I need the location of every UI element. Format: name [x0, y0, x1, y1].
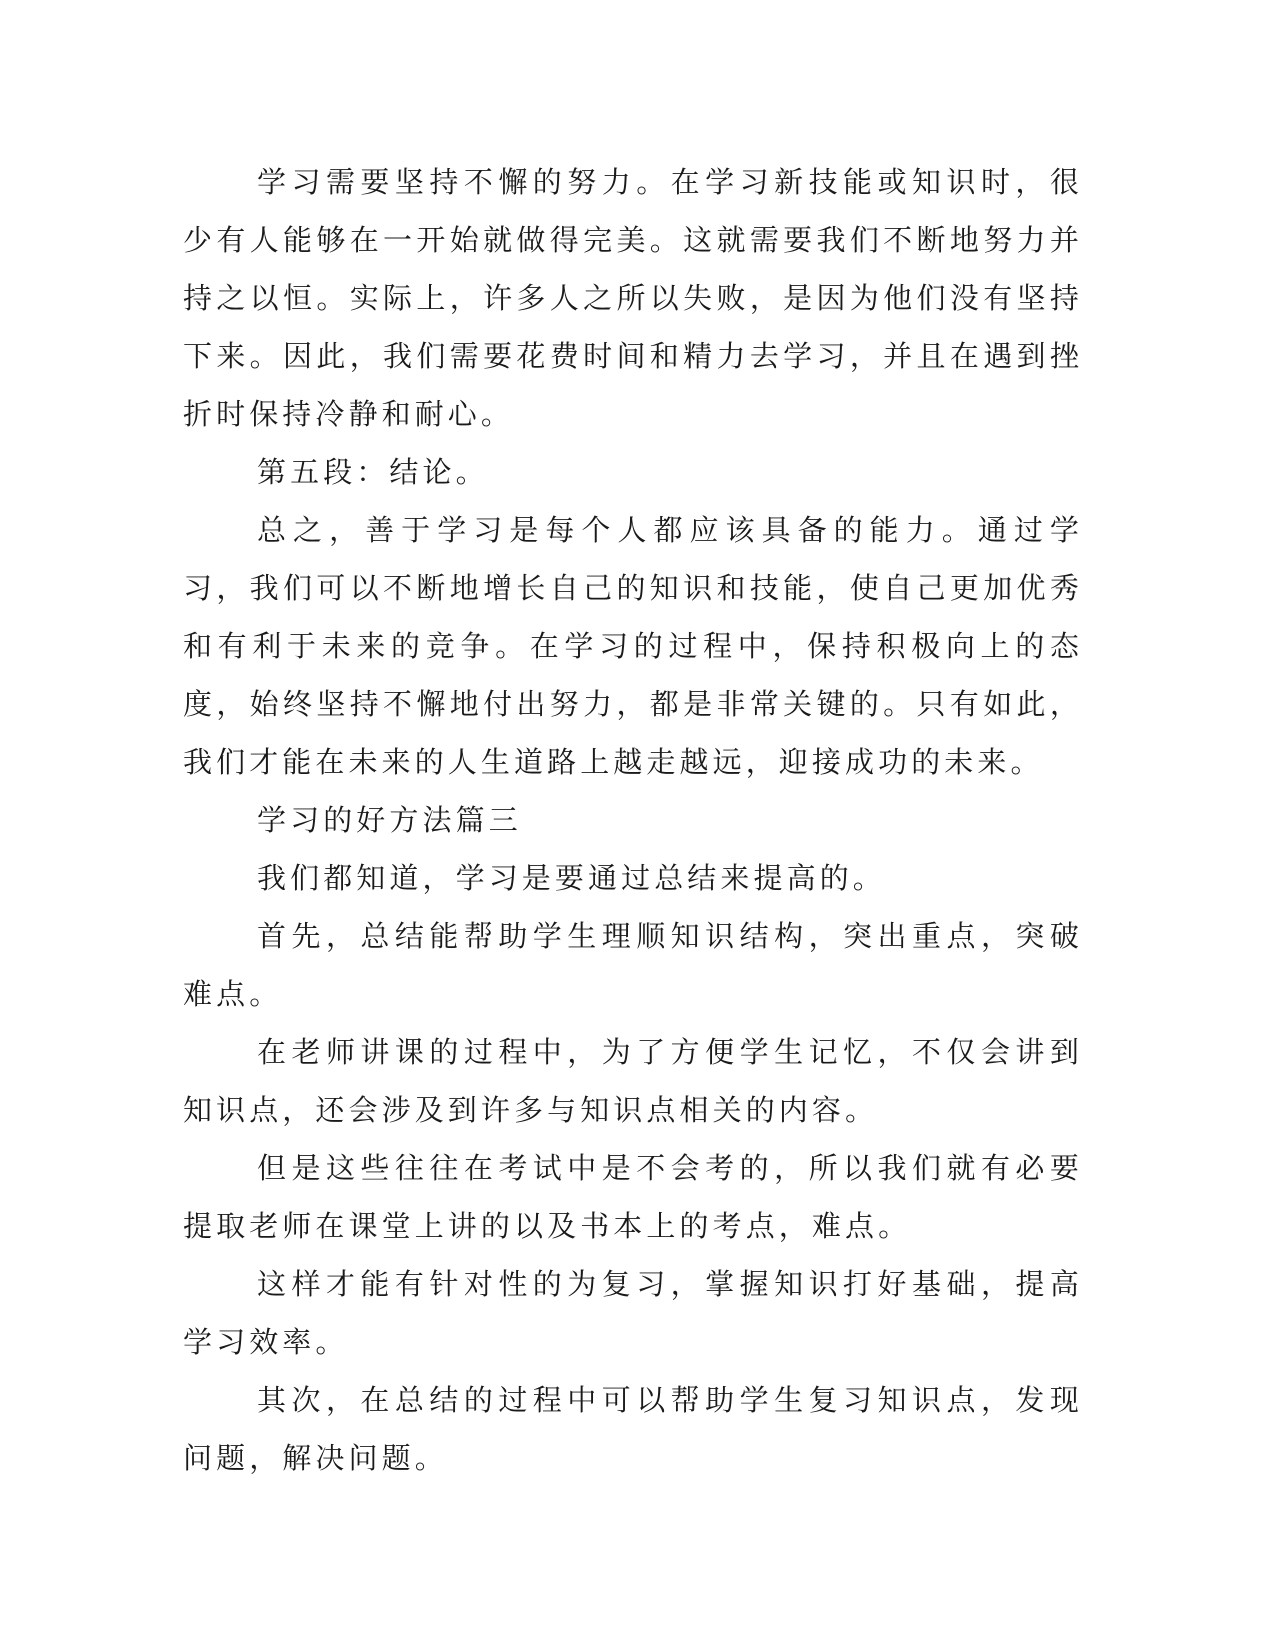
paragraph-targeted-review: 这样才能有针对性的为复习，掌握知识打好基础，提高学习效率。 — [183, 1267, 1083, 1359]
paragraph-perseverance: 学习需要坚持不懈的努力。在学习新技能或知识时，很少有人能够在一开始就做得完美。这就需要我们不断地努力并持之以恒。实际上，许多人之所以失败，是因为他们没有坚持下来。因此，我们需要花费时间和精力去学习，并且在遇到挫折时保持冷静和耐心。 — [183, 165, 1083, 431]
paragraph-second-point: 其次，在总结的过程中可以帮助学生复习知识点，发现问题，解决问题。 — [183, 1383, 1083, 1475]
paragraph-exam-points: 但是这些往往在考试中是不会考的，所以我们就有必要提取老师在课堂上讲的以及书本上的考点，难点。 — [183, 1151, 1083, 1243]
paragraph-first-point: 首先，总结能帮助学生理顺知识结构，突出重点，突破难点。 — [183, 919, 1083, 1011]
paragraph-teacher-lecture: 在老师讲课的过程中，为了方便学生记忆，不仅会讲到知识点，还会涉及到许多与知识点相关的内容。 — [183, 1035, 1083, 1127]
paragraph-conclusion: 总之，善于学习是每个人都应该具备的能力。通过学习，我们可以不断地增长自己的知识和技能，使自己更加优秀和有利于未来的竞争。在学习的过程中，保持积极向上的态度，始终坚持不懈地付出努力，都是非常关键的。只有如此，我们才能在未来的人生道路上越走越远，迎接成功的未来。 — [183, 513, 1083, 779]
section-heading-conclusion: 第五段：结论。 — [257, 455, 489, 489]
article-title-part-three: 学习的好方法篇三 — [257, 803, 522, 837]
document-body — [183, 153, 1083, 1487]
paragraph-intro-summary: 我们都知道，学习是要通过总结来提高的。 — [257, 861, 886, 895]
